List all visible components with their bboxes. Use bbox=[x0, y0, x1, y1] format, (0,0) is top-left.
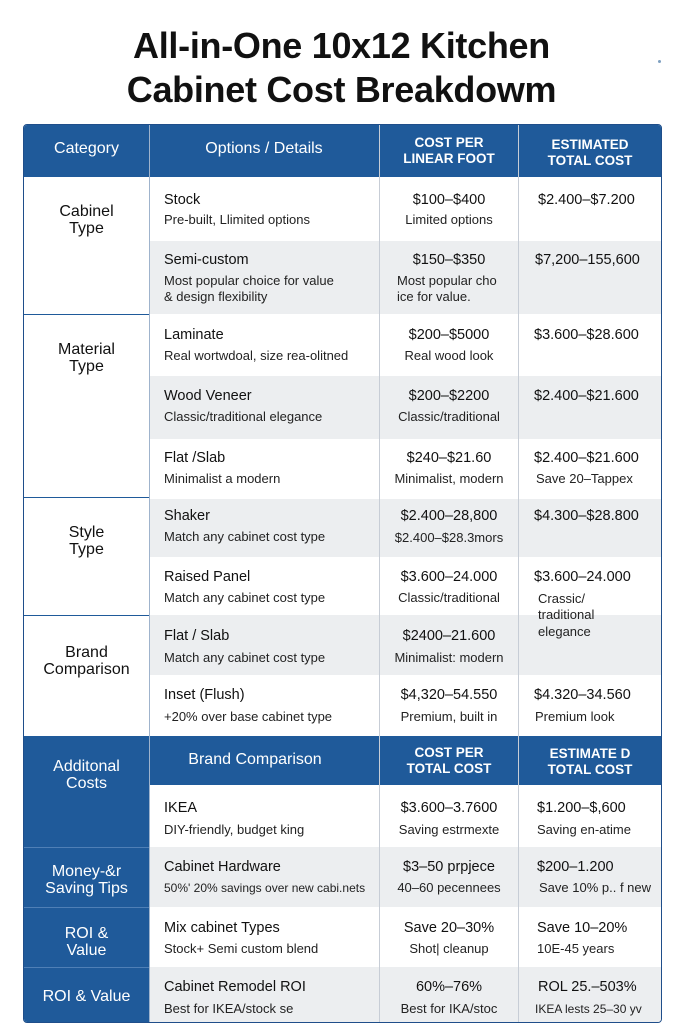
row-semi-custom-cost-note-2: ice for value. bbox=[397, 289, 471, 304]
row-ikea-desc: DIY-friendly, budget king bbox=[164, 822, 305, 837]
row-stock-estimate: $2.400–$7.200 bbox=[538, 192, 635, 208]
row-mix-cabinet-types-desc: Stock+ Semi custom blend bbox=[164, 941, 319, 956]
row-remodel-roi-estimate-note: IKEA lests 25–30 yv bbox=[535, 1002, 642, 1016]
row-flat-slab-cost-note: Minimalist, modern bbox=[394, 471, 504, 486]
row-raised-panel-desc: Match any cabinet cost type bbox=[164, 590, 326, 605]
row-shaker-estimate: $4.300–$28.800 bbox=[534, 508, 639, 524]
row-semi-custom-estimate: $7,200–155,600 bbox=[535, 252, 640, 268]
category-material-type: Material Type bbox=[58, 341, 115, 375]
decorative-dot bbox=[658, 60, 661, 63]
category-money-saving-tips: Money-&r Saving Tips bbox=[45, 863, 128, 897]
row-band bbox=[150, 847, 661, 907]
row-remodel-roi-desc: Best for IKEA/stock se bbox=[164, 1001, 294, 1016]
subheader-options: Brand Comparison bbox=[188, 751, 322, 768]
category-divider bbox=[24, 907, 149, 908]
row-stock-desc: Pre-built, Llimited options bbox=[164, 212, 310, 227]
row-shaker-cost-note: $2.400–$28.3mors bbox=[394, 530, 504, 545]
row-ikea-estimate-note: Saving en-atime bbox=[537, 822, 631, 837]
page-title-line-2: Cabinet Cost Breakdowm bbox=[126, 69, 557, 110]
row-semi-custom-cost: $150–$350 bbox=[412, 252, 486, 268]
header-category: Category bbox=[54, 140, 119, 157]
row-stock-name: Stock bbox=[164, 192, 201, 208]
row-inset-cost: $4,320–54.550 bbox=[400, 687, 498, 703]
row-flat-slab-estimate-note: Save 20–Tappex bbox=[536, 471, 633, 486]
row-cabinet-hardware-estimate-note: Save 10% p.. f new bbox=[539, 880, 652, 895]
row-flat-slab-name: Flat /Slab bbox=[164, 450, 226, 466]
row-mix-cabinet-types-cost: Save 20–30% bbox=[403, 920, 495, 936]
column-divider bbox=[149, 125, 150, 1022]
category-brand-comparison: Brand Comparison bbox=[43, 644, 130, 678]
row-shaker-desc: Match any cabinet cost type bbox=[164, 529, 326, 544]
category-divider bbox=[24, 497, 149, 498]
row-flat-slab-2-desc: Match any cabinet cost type bbox=[164, 650, 326, 665]
row-shaker-name: Shaker bbox=[164, 508, 210, 524]
row-remodel-roi-cost: 60%–76% bbox=[415, 979, 483, 995]
row-raised-panel-cost: $3.600–24.000 bbox=[400, 569, 498, 585]
row-raised-panel-estimate-note-1: Crassic/ bbox=[538, 591, 585, 606]
row-stock-cost: $100–$400 bbox=[412, 192, 486, 208]
row-raised-panel-name: Raised Panel bbox=[164, 569, 251, 585]
category-divider bbox=[24, 967, 149, 968]
row-mix-cabinet-types-estimate-note: 10E-45 years bbox=[537, 941, 615, 956]
row-mix-cabinet-types-name: Mix cabinet Types bbox=[164, 920, 280, 936]
row-cabinet-hardware-name: Cabinet Hardware bbox=[164, 859, 281, 875]
header-estimate-line-1: ESTIMATED bbox=[551, 137, 629, 152]
row-raised-panel-cost-note: Classic/traditional bbox=[398, 590, 500, 605]
row-ikea-cost: $3.600–3.7600 bbox=[400, 800, 498, 816]
row-semi-custom-desc-1: Most popular choice for value bbox=[164, 273, 334, 288]
row-flat-slab-desc: Minimalist a modern bbox=[164, 471, 281, 486]
row-laminate-cost: $200–$5000 bbox=[408, 327, 490, 343]
header-options: Options / Details bbox=[205, 140, 323, 157]
column-divider bbox=[518, 125, 519, 1022]
row-mix-cabinet-types-cost-note: Shot| cleanup bbox=[409, 941, 489, 956]
row-semi-custom-cost-note-1: Most popular cho bbox=[397, 273, 497, 288]
row-remodel-roi-name: Cabinet Remodel ROI bbox=[164, 979, 306, 995]
subheader-category-line-1: Additonal bbox=[53, 758, 120, 775]
row-raised-panel-estimate-note-3: elegance bbox=[538, 624, 591, 639]
row-semi-custom-desc-2: & design flexibility bbox=[164, 289, 268, 304]
row-ikea-cost-note: Saving estrmexte bbox=[398, 822, 500, 837]
row-cabinet-hardware-desc: 50%' 20% savings over new cabi.nets bbox=[164, 881, 366, 895]
row-laminate-desc: Real wortwdoal, size rea-olitned bbox=[164, 348, 349, 363]
category-divider bbox=[24, 314, 149, 315]
subheader-estimate-line-2: TOTAL COST bbox=[547, 762, 633, 777]
row-laminate-cost-note: Real wood look bbox=[404, 348, 494, 363]
row-inset-name: Inset (Flush) bbox=[164, 687, 245, 703]
subheader-cost-line-1: COST PER bbox=[414, 745, 484, 760]
row-flat-slab-estimate: $2.400–$21.600 bbox=[534, 450, 639, 466]
header-estimate-line-2: TOTAL COST bbox=[547, 153, 633, 168]
row-wood-veneer-name: Wood Veneer bbox=[164, 388, 252, 404]
row-ikea-name: IKEA bbox=[164, 800, 198, 816]
row-wood-veneer-cost-note: Classic/traditional bbox=[398, 409, 500, 424]
page-title bbox=[0, 24, 683, 112]
subheader-estimate-line-1: ESTIMATE D bbox=[549, 746, 631, 761]
lower-category-column bbox=[24, 785, 149, 1022]
category-divider bbox=[24, 615, 149, 616]
subheader-category-line-2: Costs bbox=[66, 775, 107, 792]
category-roi-value: ROI & Value bbox=[64, 925, 109, 959]
row-inset-cost-note: Premium, built in bbox=[400, 709, 498, 724]
category-divider bbox=[24, 847, 149, 848]
row-inset-estimate: $4.320–34.560 bbox=[534, 687, 631, 703]
row-shaker-cost: $2.400–28,800 bbox=[400, 508, 498, 524]
row-ikea-estimate: $1.200–$,600 bbox=[537, 800, 626, 816]
row-inset-desc: +20% over base cabinet type bbox=[164, 709, 333, 724]
subheader-cost-line-2: TOTAL COST bbox=[406, 761, 492, 776]
cost-table bbox=[23, 124, 662, 1023]
row-wood-veneer-estimate: $2.400–$21.600 bbox=[534, 388, 639, 404]
row-cabinet-hardware-cost-note: 40–60 pecennees bbox=[397, 880, 501, 895]
row-stock-cost-note: Limited options bbox=[405, 212, 493, 227]
row-semi-custom-name: Semi-custom bbox=[164, 252, 249, 268]
header-cost-line-1: COST PER bbox=[414, 135, 484, 150]
row-remodel-roi-estimate: ROL 25.–503% bbox=[538, 979, 637, 995]
row-raised-panel-estimate: $3.600–24.000 bbox=[534, 569, 631, 585]
row-cabinet-hardware-cost: $3–50 prpjece bbox=[403, 859, 495, 875]
row-flat-slab-cost: $240–$21.60 bbox=[406, 450, 492, 466]
category-style-type: Style Type bbox=[68, 524, 105, 558]
page-title-line-1: All-in-One 10x12 Kitchen bbox=[133, 25, 550, 66]
row-remodel-roi-cost-note: Best for IKA/stoc bbox=[400, 1001, 498, 1016]
row-band bbox=[150, 376, 661, 439]
category-roi-value-2: ROI & Value bbox=[42, 988, 131, 1005]
row-flat-slab-2-name: Flat / Slab bbox=[164, 628, 230, 644]
row-flat-slab-2-cost: $2400–21.600 bbox=[402, 628, 496, 644]
row-cabinet-hardware-estimate: $200–1.200 bbox=[537, 859, 614, 875]
row-wood-veneer-cost: $200–$2200 bbox=[408, 388, 490, 404]
row-mix-cabinet-types-estimate: Save 10–20% bbox=[537, 920, 628, 936]
category-cabinet-type: Cabinel Type bbox=[59, 203, 114, 237]
row-inset-estimate-note: Premium look bbox=[535, 709, 615, 724]
row-laminate-estimate: $3.600–$28.600 bbox=[534, 327, 639, 343]
row-raised-panel-estimate-note-2: traditional bbox=[538, 607, 595, 622]
row-wood-veneer-desc: Classic/traditional elegance bbox=[164, 409, 323, 424]
row-laminate-name: Laminate bbox=[164, 327, 224, 343]
row-flat-slab-2-cost-note: Minimalist: modern bbox=[394, 650, 504, 665]
header-cost-line-2: LINEAR FOOT bbox=[403, 151, 495, 166]
